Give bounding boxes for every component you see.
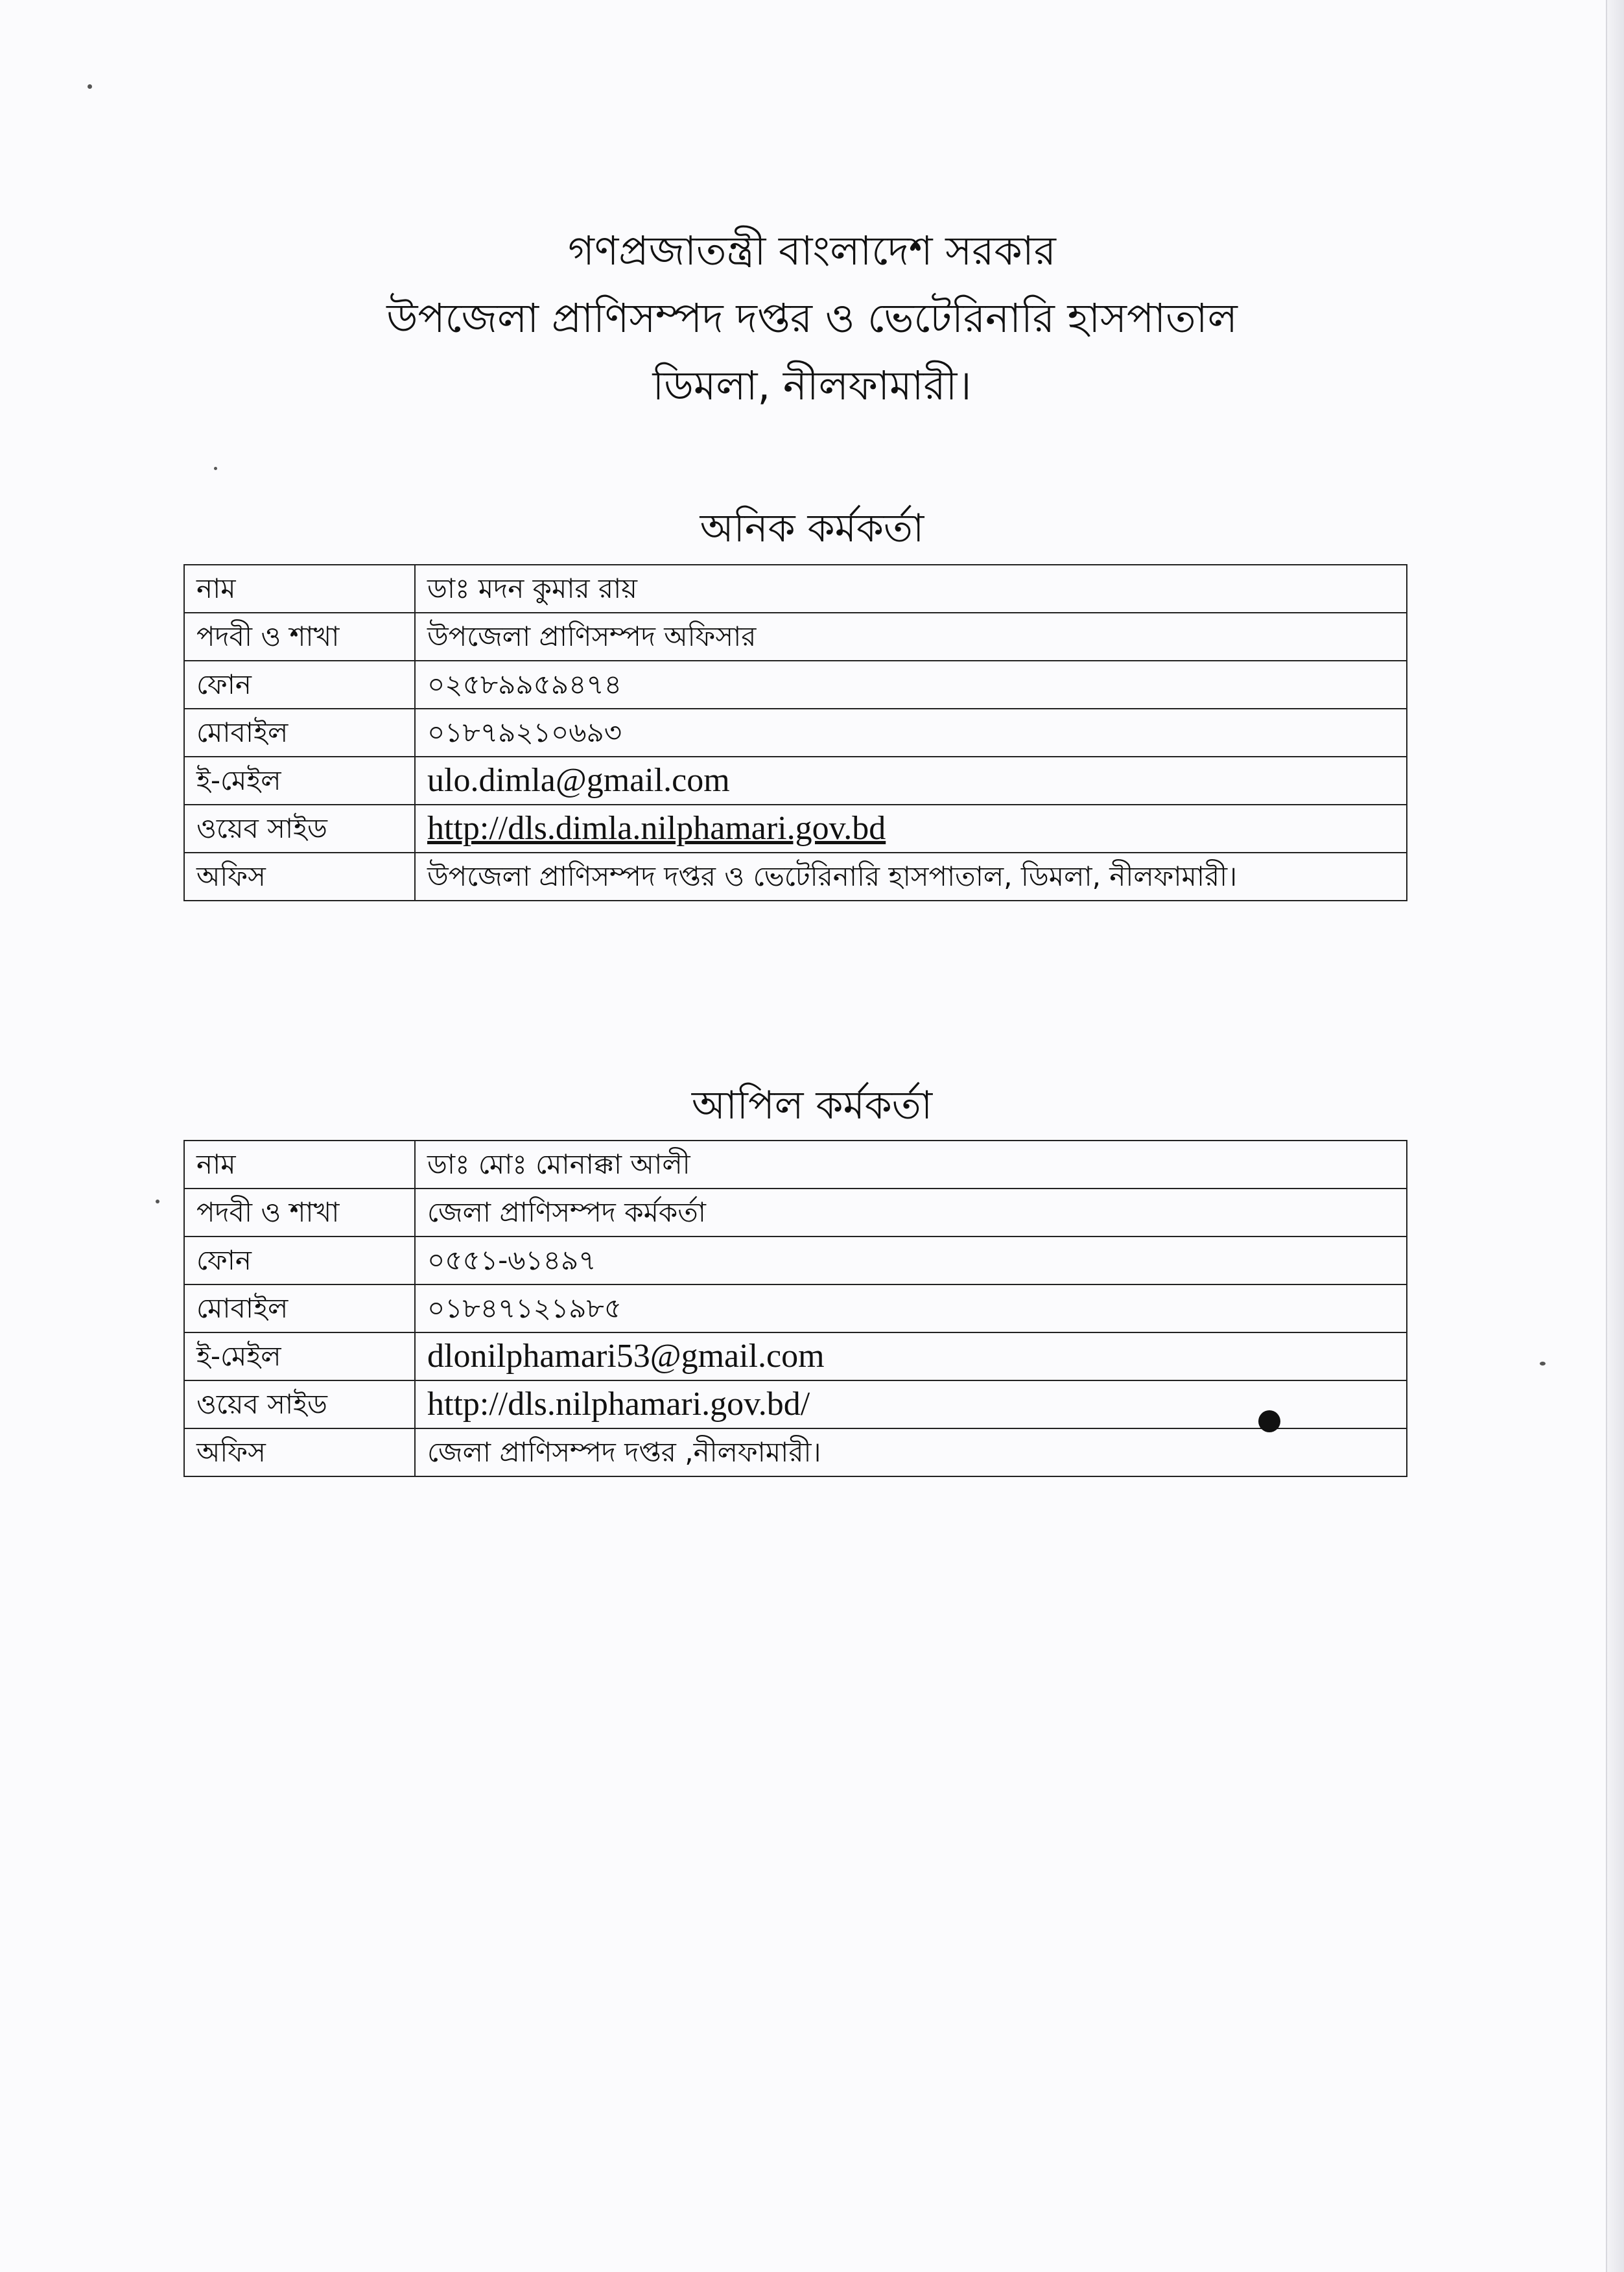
appeal-officer-mobile: ০১৮৪৭১২১৯৮৫ (415, 1284, 1407, 1332)
officer-designation: উপজেলা প্রাণিসম্পদ অফিসার (415, 613, 1407, 661)
appeal-officer-website: http://dls.nilphamari.gov.bd/ (415, 1380, 1407, 1428)
header-location-line: ডিমলা, নীলফামারী। (652, 362, 972, 409)
row-label: পদবী ও শাখা (184, 613, 415, 661)
officer-website-link[interactable]: http://dls.dimla.nilphamari.gov.bd (427, 810, 886, 847)
table-row (184, 1284, 1407, 1332)
row-label: অফিস (184, 1428, 415, 1476)
table-row (184, 1332, 1407, 1380)
scan-speck (156, 1200, 159, 1203)
officer-name: ডাঃ মদন কুমার রায় (415, 565, 1407, 613)
appeal-officer-table (183, 1140, 1407, 1477)
row-label: নাম (184, 1141, 415, 1189)
table-row (184, 757, 1407, 805)
row-label: ই-মেইল (184, 1332, 415, 1380)
table-row (184, 1428, 1407, 1476)
document-header (0, 217, 1624, 420)
row-label: ই-মেইল (184, 757, 415, 805)
appeal-officer-phone: ০৫৫১-৬১৪৯৭ (415, 1237, 1407, 1284)
row-label: ফোন (184, 1237, 415, 1284)
row-label: ওয়েব সাইড (184, 1380, 415, 1428)
scan-speck (214, 467, 217, 470)
row-label: নাম (184, 565, 415, 613)
table-row (184, 1380, 1407, 1428)
table-row (184, 853, 1407, 901)
officer-website-cell (415, 805, 1407, 853)
table-row (184, 565, 1407, 613)
table-row (184, 1141, 1407, 1189)
header-government-line: গণপ্রজাতন্ত্রী বাংলাদেশ সরকার (568, 227, 1056, 274)
row-label: মোবাইল (184, 1284, 415, 1332)
header-office-line: উপজেলা প্রাণিসম্পদ দপ্তর ও ভেটেরিনারি হাসপাতাল (386, 294, 1238, 342)
table-row (184, 805, 1407, 853)
officer-phone: ০২৫৮৯৯৫৯৪৭৪ (415, 661, 1407, 709)
row-label: পদবী ও শাখা (184, 1189, 415, 1237)
scan-speck (1540, 1362, 1546, 1366)
row-label: অফিস (184, 853, 415, 901)
officer-office: উপজেলা প্রাণিসম্পদ দপ্তর ও ভেটেরিনারি হাসপাতাল, ডিমলা, নীলফামারী। (415, 853, 1407, 901)
officer-email: ulo.dimla@gmail.com (415, 757, 1407, 805)
table-row (184, 709, 1407, 757)
table-row (184, 613, 1407, 661)
section-title-responsible-officer: অনিক কর্মকর্তা (700, 506, 924, 551)
table-row (184, 661, 1407, 709)
scan-speck (88, 84, 92, 89)
officer-mobile: ০১৮৭৯২১০৬৯৩ (415, 709, 1407, 757)
row-label: মোবাইল (184, 709, 415, 757)
section-title-appeal-officer: আপিল কর্মকর্তা (691, 1083, 933, 1128)
table-row (184, 1189, 1407, 1237)
appeal-officer-designation: জেলা প্রাণিসম্পদ কর্মকর্তা (415, 1189, 1407, 1237)
row-label: ফোন (184, 661, 415, 709)
responsible-officer-table (183, 564, 1407, 901)
row-label: ওয়েব সাইড (184, 805, 415, 853)
ink-dot (1258, 1410, 1280, 1432)
table-row (184, 1237, 1407, 1284)
appeal-officer-office: জেলা প্রাণিসম্পদ দপ্তর ,নীলফামারী। (415, 1428, 1407, 1476)
appeal-officer-email: dlonilphamari53@gmail.com (415, 1332, 1407, 1380)
appeal-officer-name: ডাঃ মোঃ মোনাক্কা আলী (415, 1141, 1407, 1189)
